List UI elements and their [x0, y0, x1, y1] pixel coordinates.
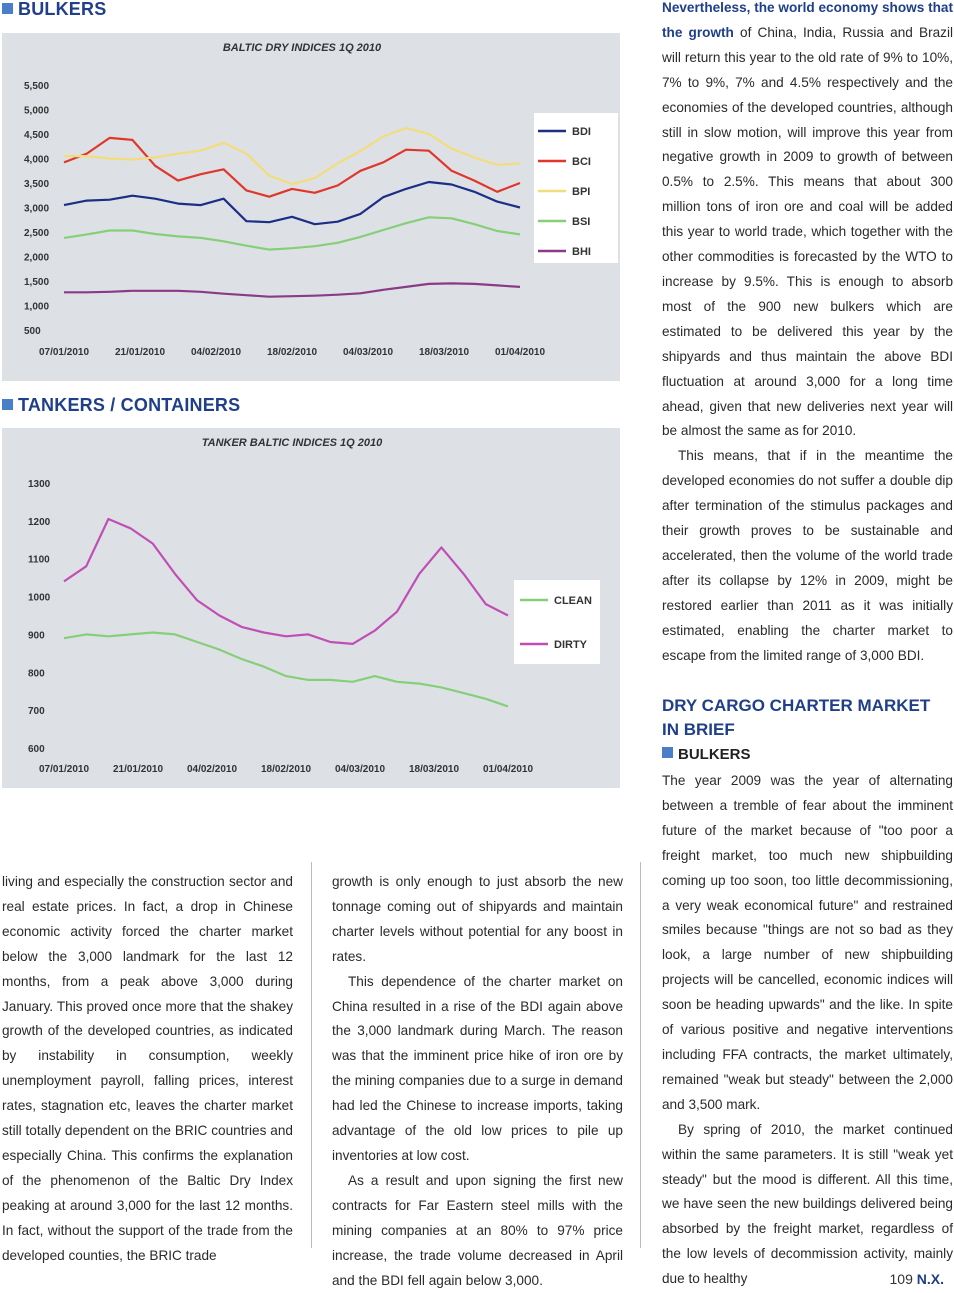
y-tick-label: 3,000 [24, 203, 50, 215]
y-tick-label: 2,500 [24, 228, 50, 239]
chart-legend-box [514, 580, 600, 664]
y-tick-label: 4,500 [24, 130, 50, 141]
right-lead-paragraph [662, 0, 953, 444]
baltic-dry-chart [2, 33, 620, 381]
square-bullet-icon [662, 747, 673, 758]
page-number: 109 [889, 1271, 913, 1287]
middle-paragraph: This dependence of the charter market on China resulted in a rise of the BDI again above the 3,000 landmark during March. The reason was that the imminent price hike of iron ore by the mining companies due to a surge in demand had led the Chinese to increase imports, taking advantage of the old low prices to pile up inventories at low cost. [332, 973, 623, 1163]
legend-label: BCI [572, 156, 591, 168]
right-paragraph: The year 2009 was the year of alternating between a tremble of fear about the imminent future of the market because of "too poor a freight market, too much new shipbuilding coming up too soon, too little decommissioning, a very weak economical future" and restrained smiles because "things are not so bad as they look, a large number of new shipbuilding projects will be cancelled, economic indices will soon be heading upwards" and the like. In spite of various positive and negative interventions including FFA contracts, the market ultimately, remained "weak but steady" between the 2,000 and 3,500 mark. [662, 773, 953, 1112]
y-tick-label: 5,000 [24, 105, 50, 117]
column-divider [640, 862, 641, 1248]
legend-label: BSI [572, 216, 591, 228]
y-tick-label: 500 [24, 326, 41, 337]
right-column-top [662, 0, 953, 668]
middle-paragraph: As a result and upon signing the first new contracts for Far Eastern steel mills with the mining companies at an 80% to 97% price increase, the trade volume decreased in April and the BDI fell again below 3,000. [332, 1172, 623, 1288]
right-paragraph: This means, that if in the meantime the developed economies do not suffer a double dip after termination of the stimulus packages and their growth proves to be sustainable and accelerated, then the volume of the world trade after its collapse by 12% in 2009, might be restored earlier than 2011 as it was initially estimated, enabling the charter market to escape from the limited range of 3,000 BDI. [662, 448, 953, 663]
tanker-chart-svg [2, 428, 620, 788]
x-tick-label: 04/03/2010 [342, 347, 394, 358]
x-tick-label: 18/02/2010 [260, 764, 312, 775]
middle-paragraph: growth is only enough to just absorb the new tonnage coming out of shipyards and maintain charter levels without potential for any boost in rates. [332, 874, 623, 964]
bulkers-subheading [662, 746, 751, 763]
y-tick-label: 600 [28, 744, 45, 755]
x-tick-label: 18/03/2010 [418, 347, 470, 358]
x-tick-label: 18/02/2010 [266, 347, 318, 358]
chart-title: TANKER BALTIC INDICES 1Q 2010 [201, 437, 383, 449]
page-footer [890, 1271, 944, 1287]
right-paragraph: By spring of 2010, the market continued within the same parameters. It is still "weak yet steady" but the mood is different. All this time, we have seen the new buildings delivered being absorbed by the freight market, regardless of the low levels of decommission activity, mainly due to healthy [662, 1121, 953, 1287]
y-tick-label: 800 [28, 668, 45, 680]
tankers-heading [2, 395, 240, 416]
lead-rest-text: of China, India, Russia and Brazil will return this year to the old rate of 9% to 10%, 7% to 9%, 7% and 4.5% respectively and the economies of the developed countries, although still in slow motion, will improve this year from negative growth in 2009 to growth of between 0.5% to 2.5%. This means that about 300 million tons of iron ore and coal will be added this year to world trade, which together with the other commodities is forecasted by the WTO to increase by 9.5%. This is enough to absorb most of the 900 new bulkers which are estimated to be delivered this year by the shipyards and thus maintain the above BDI fluctuation at around 3,000 for a long time ahead, given that new deliveries next year will be almost the same as for 2010. [662, 24, 953, 439]
y-tick-label: 1200 [28, 516, 51, 528]
middle-column [332, 870, 623, 1293]
y-tick-label: 1300 [28, 479, 51, 490]
column-divider [311, 862, 312, 1248]
dry-cargo-heading-line2: IN BRIEF [662, 720, 735, 739]
dry-cargo-heading [662, 694, 930, 742]
series-line-bsi [64, 217, 520, 249]
bulkers-subheading-text: BULKERS [678, 746, 751, 763]
x-tick-label: 01/04/2010 [494, 347, 546, 358]
legend-label: CLEAN [554, 595, 592, 607]
bulkers-heading [2, 0, 106, 20]
legend-label: DIRTY [554, 639, 587, 651]
baltic-dry-chart-svg [2, 33, 620, 381]
left-column [2, 870, 293, 1269]
x-tick-label: 18/03/2010 [408, 764, 460, 775]
x-tick-label: 04/02/2010 [186, 764, 238, 775]
series-line-clean [64, 633, 508, 707]
x-tick-label: 07/01/2010 [38, 347, 90, 358]
x-tick-label: 01/04/2010 [482, 764, 534, 775]
y-tick-label: 1100 [28, 554, 50, 566]
series-line-bpi [64, 128, 520, 184]
square-bullet-icon [2, 399, 13, 410]
x-tick-label: 04/02/2010 [190, 347, 242, 358]
y-tick-label: 5,500 [24, 81, 50, 92]
y-tick-label: 900 [28, 630, 45, 642]
legend-label: BPI [572, 186, 591, 198]
y-tick-label: 1,000 [24, 301, 50, 313]
lead-strong-text: Nevertheless, the world economy shows that the growth [662, 0, 953, 40]
tankers-heading-text: TANKERS / CONTAINERS [18, 395, 241, 415]
x-tick-label: 21/01/2010 [112, 764, 164, 775]
series-line-dirty [64, 519, 508, 644]
y-tick-label: 1,500 [24, 277, 50, 288]
series-line-bci [64, 138, 520, 197]
x-tick-label: 04/03/2010 [334, 764, 386, 775]
y-tick-label: 2,000 [24, 252, 50, 264]
x-tick-label: 21/01/2010 [114, 347, 166, 358]
left-paragraph: living and especially the construction sector and real estate prices. In fact, a drop in Chinese economic activity forced the charter market below the 3,000 landmark for the last 12 months, from a peak above 3,000 during January. This proved once more that the shakey growth of the developed countries, as indicated by instability in consumption, weekly unemployment payroll, falling prices, interest rates, stagnation etc, leaves the charter market still totally dependent on the BRIC countries and especially China. This confirms the explanation of the phenomenon of the Baltic Dry Index peaking at around 3,000 for the last 12 months. In fact, without the support of the trade from the developed counties, the BRIC trade [2, 874, 293, 1263]
bulkers-heading-text: BULKERS [18, 0, 107, 19]
brand-mark: N.X. [916, 1271, 944, 1287]
tanker-chart [2, 428, 620, 788]
y-tick-label: 700 [28, 706, 45, 718]
right-column-bottom [662, 769, 953, 1292]
x-tick-label: 07/01/2010 [38, 764, 90, 775]
dry-cargo-heading-line1: DRY CARGO CHARTER MARKET [662, 696, 931, 715]
y-tick-label: 1000 [28, 592, 51, 604]
chart-title: BALTIC DRY INDICES 1Q 2010 [222, 42, 382, 54]
series-line-bhi [64, 283, 520, 296]
legend-label: BDI [572, 126, 591, 138]
y-tick-label: 4,000 [24, 154, 50, 166]
square-bullet-icon [2, 3, 13, 14]
legend-label: BHI [572, 246, 591, 258]
y-tick-label: 3,500 [24, 179, 50, 190]
